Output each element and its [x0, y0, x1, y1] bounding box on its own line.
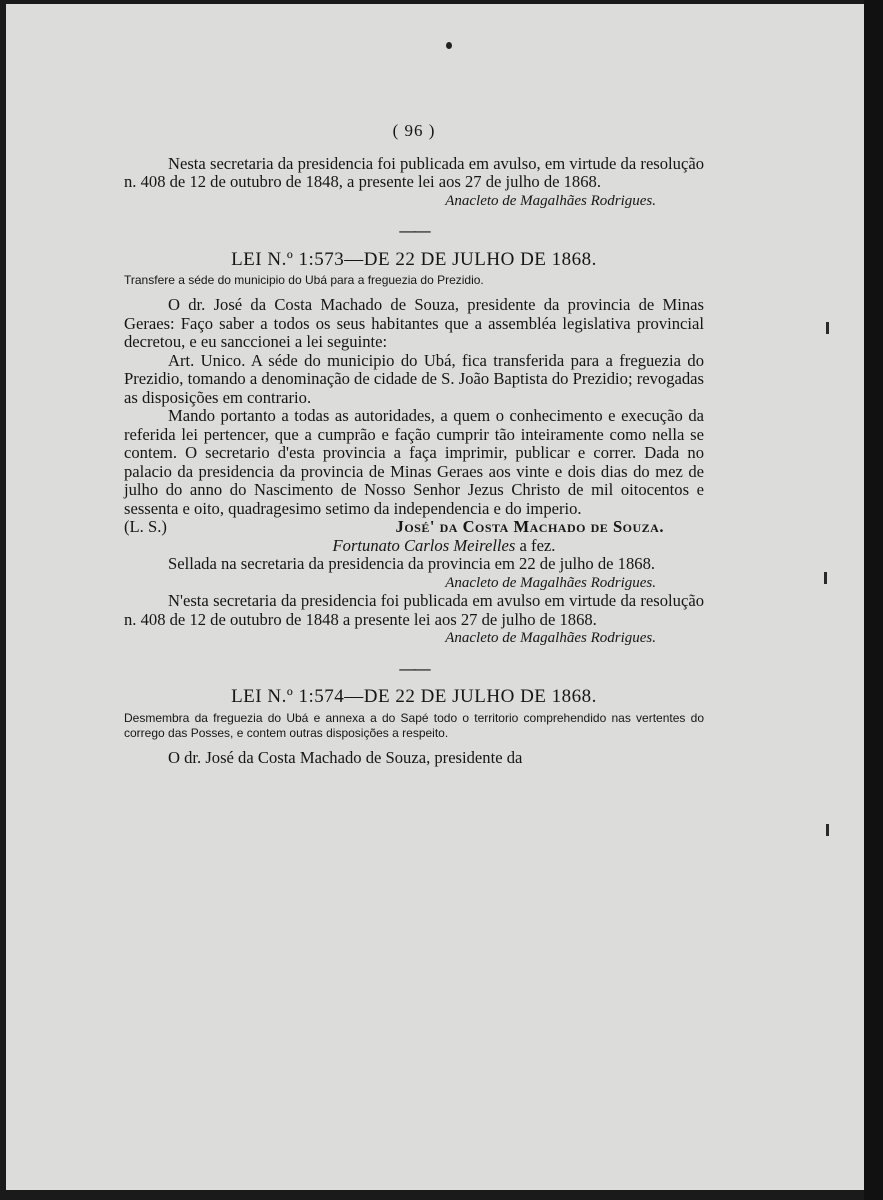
paragraph: Sellada na secretaria da presidencia da provincia em 22 de julho de 1868. [168, 554, 656, 573]
law-summary: Transfere a séde do municipio do Ubá para a freguezia do Prezidio. [124, 273, 484, 287]
paragraph: O dr. José da Costa Machado de Souza, presidente da [168, 747, 523, 767]
seal-signature-line [124, 518, 704, 537]
page-number: ( 96 ) [392, 121, 436, 140]
law-title: LEI N.º 1:574—DE 22 DE JULHO DE 1868. [231, 686, 597, 707]
president-signature: José' da Costa Machado de Souza. [395, 517, 664, 536]
ink-blot [446, 42, 452, 49]
seal-label: (L. S.) [124, 517, 167, 536]
document-content [124, 155, 704, 768]
document-page [6, 4, 864, 1190]
paragraph: Nesta secretaria da presidencia foi publicada em avulso, em virtude da resolução n. 408 de 12 de outubro de 1848, a presente lei aos 27 de julho de 1868. [124, 153, 704, 191]
margin-mark [826, 322, 829, 334]
section-separator: —— [399, 658, 429, 678]
signature: Anacleto de Magalhães Rodrigues. [445, 192, 656, 209]
scan-border [864, 0, 883, 1200]
clerk-suffix: a fez. [515, 535, 556, 555]
paragraph: Mando portanto a todas as autoridades, a quem o conhecimento e execução da referida lei pertencer, que a cumprão e fação cumprir tão inteiramente como nella se contem. O secretario d'esta provincia a faça imprimir, publicar e correr. Dada no palacio da presidencia da provincia de Minas Geraes aos vinte e dois dias do mez de julho do anno do Nascimento de Nosso Senhor Jezus Christo de mil oitocentos e sessenta e oito, quadragesimo setimo da independencia e do imperio. [124, 406, 704, 518]
clerk-name: Fortunato Carlos Meirelles [332, 535, 516, 555]
clerk-signature [124, 537, 704, 556]
paragraph: O dr. José da Costa Machado de Souza, presidente da provincia de Minas Geraes: Faço saber a todos os seus habitantes que a assembléa legislativa provincial decretou, e eu sanccionei a lei seguinte: [124, 295, 704, 351]
signature: Anacleto de Magalhães Rodrigues. [445, 574, 656, 591]
section-separator: —— [399, 221, 429, 240]
margin-mark [824, 572, 827, 584]
text-column [124, 122, 704, 767]
paragraph: Art. Unico. A séde do municipio do Ubá, fica transferida para a freguezia do Prezidio, tomando a denominação de cidade de S. João Baptista do Prezidio; revogadas as disposições em contrario. [124, 350, 704, 407]
law-summary: Desmembra da freguezia do Ubá e annexa a do Sapé todo o territorio comprehendido nas vertentes do corrego das Posses, e contem outras disposições a respeito. [124, 710, 704, 740]
law-title: LEI N.º 1:573—DE 22 DE JULHO DE 1868. [231, 248, 597, 270]
margin-mark [826, 824, 829, 836]
paragraph: N'esta secretaria da presidencia foi publicada em avulso em virtude da resolução n. 408 de 12 de outubro de 1848 a presente lei aos 27 de julho de 1868. [124, 591, 704, 629]
signature: Anacleto de Magalhães Rodrigues. [445, 630, 656, 646]
